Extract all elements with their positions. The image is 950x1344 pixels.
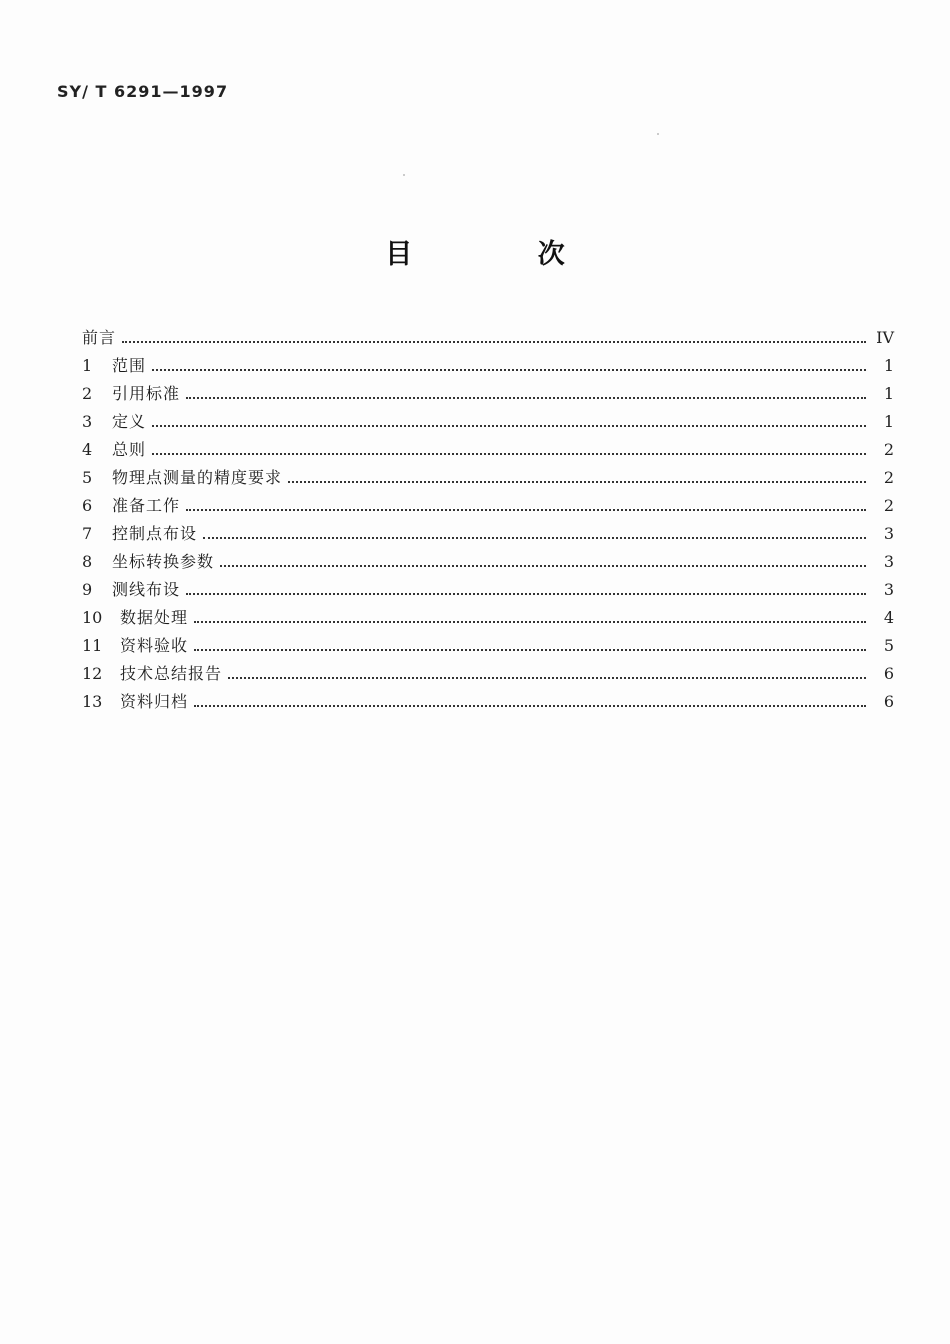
toc-entry[interactable] xyxy=(82,520,894,548)
toc-title: 物理点测量的精度要求 xyxy=(112,468,283,487)
toc-title: 资料归档 xyxy=(120,692,189,711)
toc-title: 总则 xyxy=(112,440,147,459)
toc-leader-dots xyxy=(194,649,866,651)
toc-entry[interactable] xyxy=(82,492,894,520)
toc-leader-dots xyxy=(194,705,866,707)
toc-number: 3 xyxy=(82,412,93,431)
toc-page-number: 6 xyxy=(883,692,894,711)
toc-entry[interactable] xyxy=(82,688,894,716)
toc-page-number: 6 xyxy=(883,664,894,683)
toc-page-number: 5 xyxy=(883,636,894,655)
toc-entry[interactable] xyxy=(82,604,894,632)
toc-leader-dots xyxy=(186,509,866,511)
toc-leader-dots xyxy=(288,481,866,483)
toc-number: 11 xyxy=(82,636,103,655)
toc-page-number: 1 xyxy=(883,384,894,403)
toc-title: 定义 xyxy=(112,412,147,431)
toc-page-number: 3 xyxy=(883,524,894,543)
page-title: 目 次 xyxy=(385,239,623,270)
toc-page-number: 2 xyxy=(883,440,894,459)
toc-page-number: 3 xyxy=(883,580,894,599)
toc-title: 控制点布设 xyxy=(112,524,198,543)
toc-leader-dots xyxy=(122,341,866,343)
toc-title: 资料验收 xyxy=(120,636,189,655)
table-of-contents xyxy=(82,324,894,716)
toc-entry[interactable] xyxy=(82,352,894,380)
toc-leader-dots xyxy=(228,677,866,679)
toc-title: 引用标准 xyxy=(112,384,181,403)
toc-page-number: 3 xyxy=(883,552,894,571)
toc-title: 坐标转换参数 xyxy=(112,552,215,571)
toc-number: 13 xyxy=(82,692,103,711)
toc-title: 技术总结报告 xyxy=(120,664,223,683)
toc-entry[interactable] xyxy=(82,408,894,436)
toc-title: 前言 xyxy=(82,328,117,347)
toc-title: 范围 xyxy=(112,356,147,375)
toc-entry[interactable] xyxy=(82,436,894,464)
toc-page-number: IV xyxy=(876,328,894,347)
scan-speck xyxy=(657,133,659,135)
toc-page-number: 4 xyxy=(883,608,894,627)
toc-number: 12 xyxy=(82,664,103,683)
toc-page-number: 1 xyxy=(883,412,894,431)
toc-number: 10 xyxy=(82,608,103,627)
toc-entry[interactable] xyxy=(82,464,894,492)
toc-number: 8 xyxy=(82,552,93,571)
scan-speck xyxy=(403,174,405,176)
toc-entry[interactable] xyxy=(82,380,894,408)
toc-number: 6 xyxy=(82,496,93,515)
toc-leader-dots xyxy=(152,453,866,455)
toc-page-number: 2 xyxy=(883,468,894,487)
toc-leader-dots xyxy=(186,593,866,595)
standard-code: SY/ T 6291—1997 xyxy=(57,82,229,101)
toc-number: 4 xyxy=(82,440,93,459)
toc-number: 2 xyxy=(82,384,93,403)
toc-number: 1 xyxy=(82,356,93,375)
toc-entry[interactable] xyxy=(82,324,894,352)
toc-leader-dots xyxy=(152,369,866,371)
toc-title: 数据处理 xyxy=(120,608,189,627)
toc-leader-dots xyxy=(186,397,866,399)
toc-entry[interactable] xyxy=(82,548,894,576)
toc-leader-dots xyxy=(194,621,866,623)
toc-number: 9 xyxy=(82,580,93,599)
toc-title: 测线布设 xyxy=(112,580,181,599)
toc-leader-dots xyxy=(203,537,866,539)
toc-page-number: 1 xyxy=(883,356,894,375)
toc-entry[interactable] xyxy=(82,660,894,688)
toc-leader-dots xyxy=(152,425,866,427)
toc-number: 7 xyxy=(82,524,93,543)
toc-entry[interactable] xyxy=(82,576,894,604)
toc-leader-dots xyxy=(220,565,866,567)
toc-title: 准备工作 xyxy=(112,496,181,515)
toc-page-number: 2 xyxy=(883,496,894,515)
toc-entry[interactable] xyxy=(82,632,894,660)
toc-number: 5 xyxy=(82,468,93,487)
